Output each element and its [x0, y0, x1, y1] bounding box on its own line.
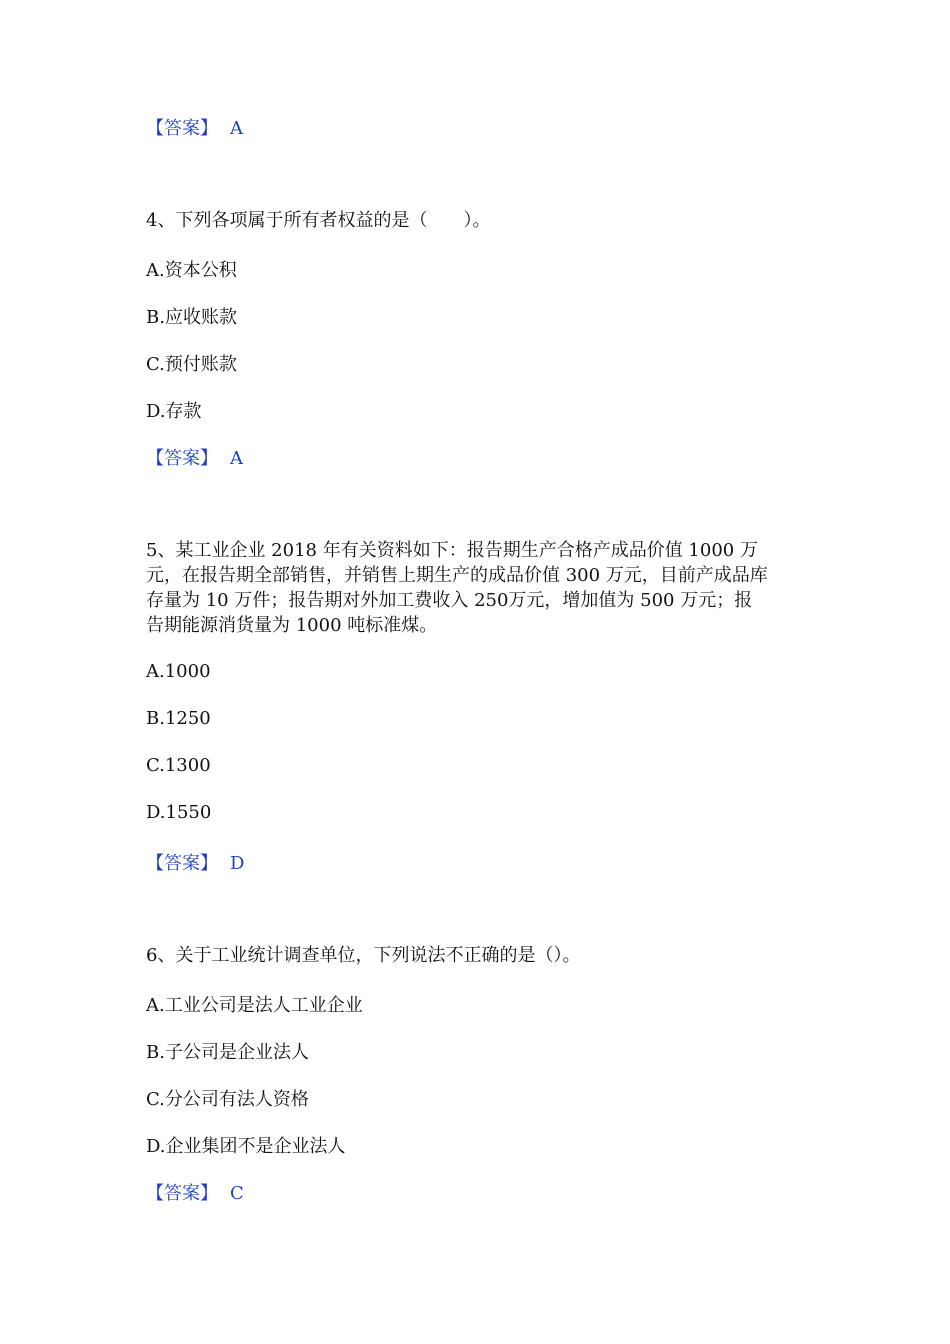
- answer-value: C: [230, 1183, 244, 1204]
- answer-line-top: [146, 114, 243, 140]
- answer-tag: 【答案】: [146, 448, 218, 469]
- question-5-option-a: A.1000: [146, 661, 211, 682]
- question-6-option-c: C.分公司有法人资格: [146, 1089, 309, 1110]
- answer-tag: 【答案】: [146, 853, 218, 874]
- question-5-option-b: B.1250: [146, 708, 211, 729]
- question-5-option-c: C.1300: [146, 755, 211, 776]
- question-5-option-d: D.1550: [146, 802, 212, 823]
- answer-value: A: [230, 118, 243, 139]
- question-4-option-a: A.资本公积: [146, 260, 237, 281]
- answer-value: A: [230, 448, 243, 469]
- question-4-option-b: B.应收账款: [146, 307, 237, 328]
- question-6-option-b: B.子公司是企业法人: [146, 1042, 309, 1063]
- question-5-stem-line: 5、某工业企业 2018 年有关资料如下：报告期生产合格产成品价值 1000 万: [146, 540, 758, 561]
- question-5-answer: [146, 849, 244, 875]
- answer-value: D: [230, 853, 245, 874]
- question-4-answer: [146, 444, 243, 470]
- question-5-stem-line: 存量为 10 万件；报告期对外加工费收入 250万元，增加值为 500 万元；报: [146, 590, 753, 611]
- answer-tag: 【答案】: [146, 118, 218, 139]
- question-5-stem-line: 告期能源消货量为 1000 吨标准煤。: [146, 615, 438, 636]
- question-6-stem: 6、关于工业统计调查单位，下列说法不正确的是（）。: [146, 945, 581, 966]
- question-4-option-c: C.预付账款: [146, 354, 237, 375]
- question-6-answer: [146, 1179, 244, 1205]
- question-6-option-a: A.工业公司是法人工业企业: [146, 995, 363, 1016]
- question-5-stem-line: 元，在报告期全部销售，并销售上期生产的成品价值 300 万元，目前产成品库: [146, 565, 768, 586]
- question-5-stem: [146, 538, 806, 638]
- question-6-option-d: D.企业集团不是企业法人: [146, 1136, 346, 1157]
- question-4-option-d: D.存款: [146, 401, 202, 422]
- question-4-stem: 4、下列各项属于所有者权益的是（ ）。: [146, 210, 491, 231]
- answer-tag: 【答案】: [146, 1183, 218, 1204]
